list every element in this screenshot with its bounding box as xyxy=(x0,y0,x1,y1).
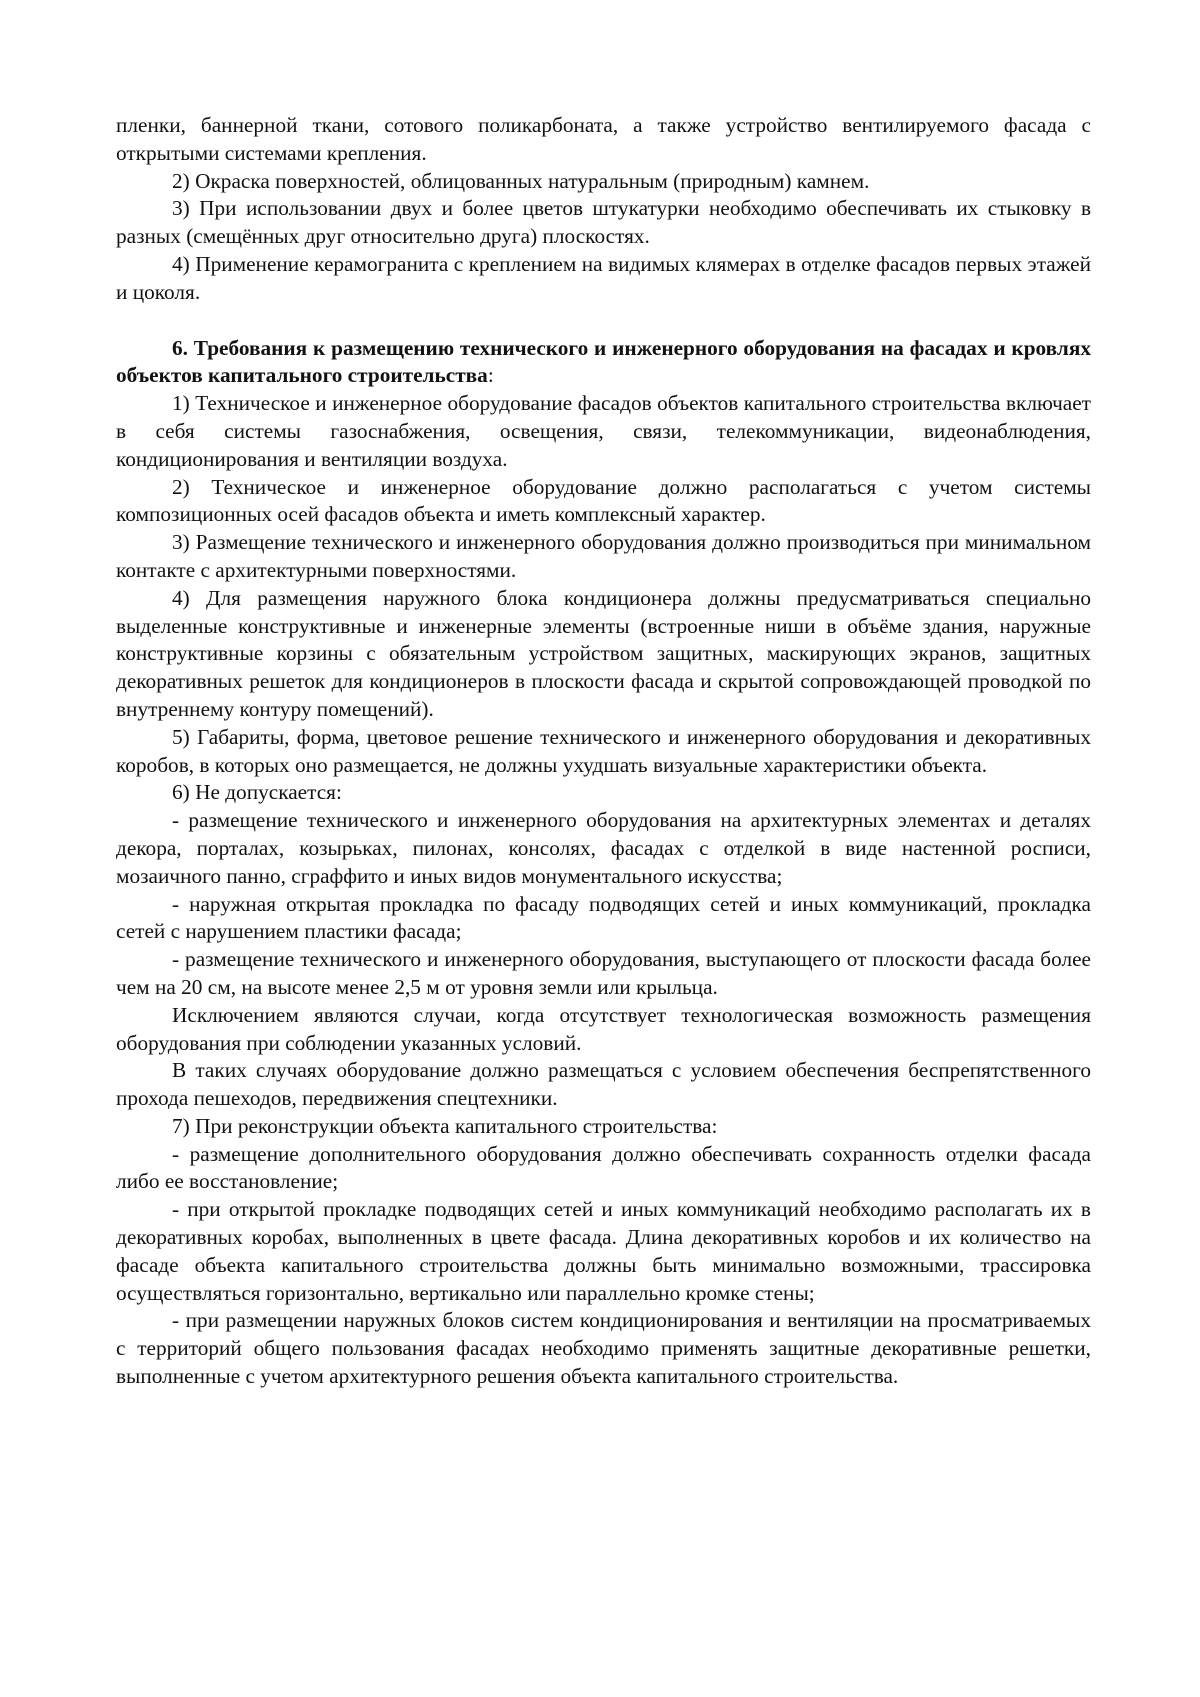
section-heading xyxy=(116,335,1091,391)
reconstruction-item: - размещение дополнительного оборудования должно обеспечивать сохранность отделки фасада либо ее восстановление; xyxy=(116,1141,1091,1194)
section-item-7: 7) При реконструкции объекта капитального строительства: xyxy=(172,1113,718,1138)
not-allowed-item: - наружная открытая прокладка по фасаду подводящих сетей и иных коммуникаций, прокладка сетей с нарушением пластики фасада; xyxy=(116,891,1091,944)
section-heading-colon: : xyxy=(487,363,494,388)
not-allowed-item: - размещение технического и инженерного оборудования, выступающего от плоскости фасада более чем на 20 см, на высоте менее 2,5 м от уровня земли или крыльца. xyxy=(116,947,1091,999)
paragraph-continuation: пленки, баннерной ткани, сотового поликарбоната, а также устройство вентилируемого фасада с открытыми системами крепления. xyxy=(116,113,1091,165)
section-item-1: 1) Техническое и инженерное оборудование фасадов объектов капитального строительства включает в себя системы газоснабжения, освещения, связи, телекоммуникации, видеонаблюдения, кондиционирования и вентиляции воздуха. xyxy=(116,391,1091,471)
exception-condition-paragraph: В таких случаях оборудование должно размещаться с условием обеспечения беспрепятственного прохода пешеходов, передвижения спецтехники. xyxy=(116,1058,1091,1111)
reconstruction-item: - при открытой прокладке подводящих сетей и иных коммуникаций необходимо располагать их в декоративных коробах, выполненных в цвете фасада. Длина декоративных коробов и их количество на фасаде объекта капитального строительства должны быть минимально возможными, трассировка осуществляться горизонтально, вертикально или параллельно кромке стены; xyxy=(116,1197,1091,1305)
paragraph-item-2: 2) Окраска поверхностей, облицованных натуральным (природным) камнем. xyxy=(172,168,870,193)
section-item-3: 3) Размещение технического и инженерного оборудования должно производиться при минимальном контакте с архитектурными поверхностями. xyxy=(116,530,1091,582)
section-spacer xyxy=(116,307,1091,335)
reconstruction-item: - при размещении наружных блоков систем кондиционирования и вентиляции на просматриваемых с территорий общего пользования фасадах необходимо применять защитные декоративные решетки, выполненные с учетом архитектурного решения объекта капитального строительства. xyxy=(116,1308,1091,1389)
paragraph-item-4: 4) Применение керамогранита с креплением на видимых клямерах в отделке фасадов первых этажей и цоколя. xyxy=(116,251,1091,304)
paragraph-item-3: 3) При использовании двух и более цветов штукатурки необходимо обеспечивать их стыковку в разных (смещённых друг относительно друга) плоскостях. xyxy=(116,196,1091,249)
not-allowed-item: - размещение технического и инженерного оборудования на архитектурных элементах и деталях декора, порталах, козырьках, пилонах, консолях, фасадах с отделкой в виде настенной росписи, мозаичного панно, сграффито и иных видов монументального искусства; xyxy=(116,808,1091,888)
section-heading-text: 6. Требования к размещению технического и инженерного оборудования на фасадах и кровлях объектов капитального строительства xyxy=(116,335,1091,388)
exception-paragraph: Исключением являются случаи, когда отсутствует технологическая возможность размещения оборудования при соблюдении указанных условий. xyxy=(116,1002,1091,1055)
document-page xyxy=(116,112,1091,1391)
section-item-2: 2) Техническое и инженерное оборудование должно располагаться с учетом системы композиционных осей фасадов объекта и иметь комплексный характер. xyxy=(116,474,1091,527)
section-item-6: 6) Не допускается: xyxy=(172,780,342,805)
section-item-5: 5) Габариты, форма, цветовое решение технического и инженерного оборудования и декоративных коробов, в которых оно размещается, не должны ухудшать визуальные характеристики объекта. xyxy=(116,724,1091,777)
section-item-4: 4) Для размещения наружного блока кондиционера должны предусматриваться специально выделенные конструктивные и инженерные элементы (встроенные ниши в объёме здания, наружные конструктивные корзины с обязательным устройством защитных, маскирующих экранов, защитных декоративных решеток для кондиционеров в плоскости фасада и скрытой сопровождающей проводкой по внутреннему контуру помещений). xyxy=(116,585,1091,721)
